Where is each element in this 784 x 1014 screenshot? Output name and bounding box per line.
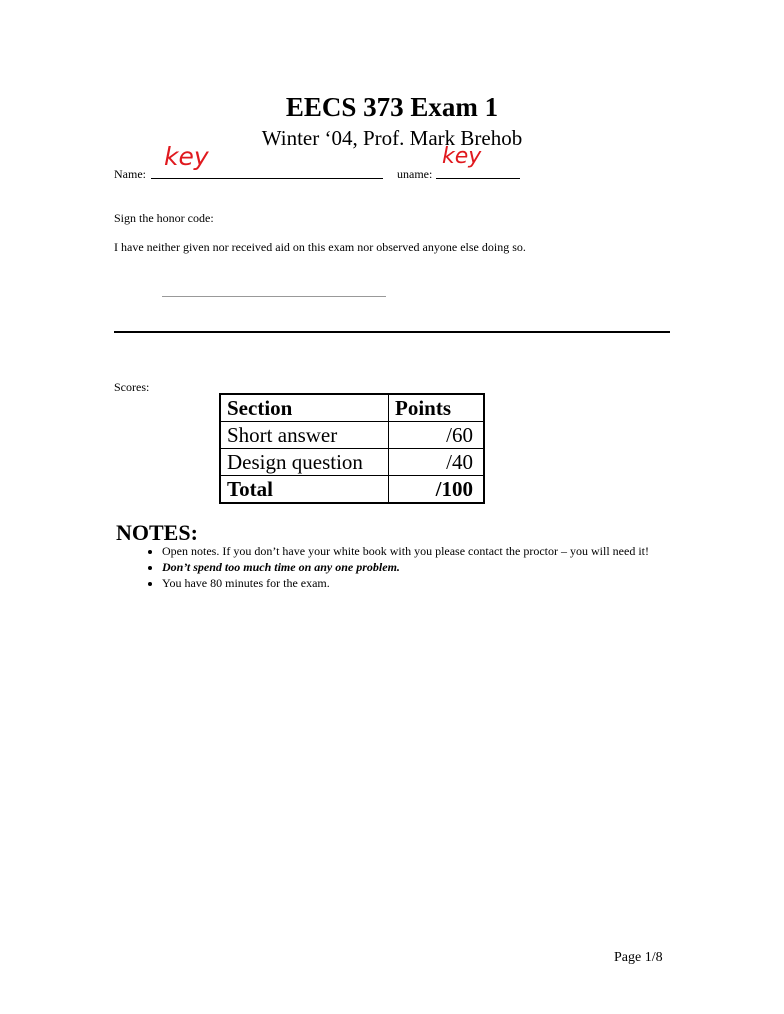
uname-handwritten-value: key xyxy=(442,144,482,169)
notes-list xyxy=(116,545,722,593)
signature-line[interactable] xyxy=(162,296,386,297)
header-points: Points xyxy=(389,394,485,422)
name-label: Name: xyxy=(114,167,146,181)
name-field-line[interactable] xyxy=(151,178,383,179)
honor-code-prompt: Sign the honor code: xyxy=(114,211,214,225)
exam-subtitle: Winter ‘04, Prof. Mark Brehob xyxy=(261,126,523,150)
row-points: /60 xyxy=(389,422,485,449)
table-row xyxy=(220,422,484,449)
page-number: Page 1/8 xyxy=(614,950,663,965)
row-points: /40 xyxy=(389,449,485,476)
table-row xyxy=(220,449,484,476)
section-divider xyxy=(114,331,670,333)
table-header-row xyxy=(220,394,484,422)
list-item: • You have 80 minutes for the exam. xyxy=(162,577,722,590)
header-section: Section xyxy=(220,394,389,422)
scores-label: Scores: xyxy=(114,380,150,394)
scores-table xyxy=(219,393,485,504)
list-item: • Don’t spend too much time on any one problem. xyxy=(162,561,722,574)
name-handwritten-value: key xyxy=(164,142,209,171)
uname-label: uname: xyxy=(397,167,433,181)
list-item: • Open notes. If you don’t have your white book with you please contact the proctor – you will need it! xyxy=(162,545,722,558)
uname-field-line[interactable] xyxy=(436,178,520,179)
honor-code-statement: I have neither given nor received aid on this exam nor observed anyone else doing so. xyxy=(114,240,526,254)
total-section: Total xyxy=(220,476,389,504)
total-points: /100 xyxy=(389,476,485,504)
exam-title: EECS 373 Exam 1 xyxy=(285,92,499,122)
row-section: Short answer xyxy=(220,422,389,449)
notes-heading: NOTES: xyxy=(116,520,198,545)
table-total-row xyxy=(220,476,484,504)
row-section: Design question xyxy=(220,449,389,476)
